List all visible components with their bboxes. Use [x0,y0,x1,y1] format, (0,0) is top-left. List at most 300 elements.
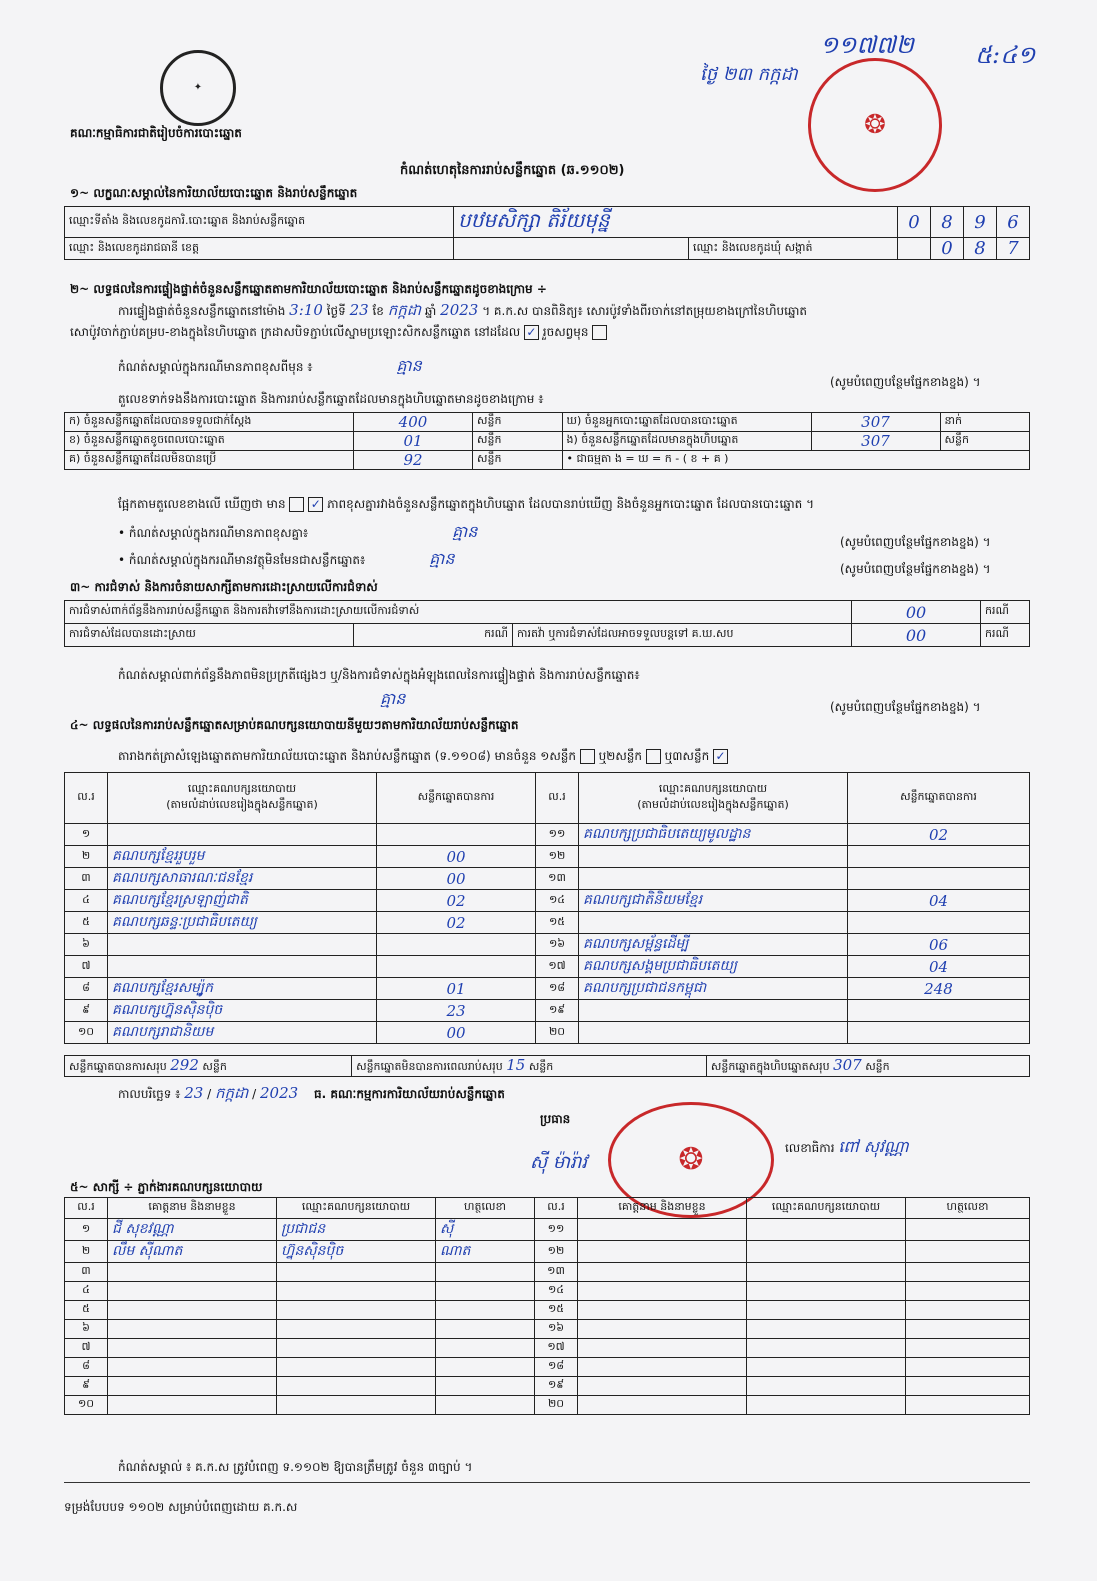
witness-name [108,1339,277,1358]
bullet-diff-label: • កំណត់សម្គាល់ក្នុងករណីមានភាពខុសគ្នា៖ [118,526,309,540]
total-invalid-label: សន្លឹកឆ្នោតមិនបានការពេលរាប់សរុប [356,1060,503,1073]
official-seal-bottom: ❂ [608,1102,774,1218]
party-votes: 248 [848,978,1030,1000]
checkbox-1sheet[interactable] [580,749,595,764]
witness-row [65,1241,1030,1263]
w-row-no: ១១ [535,1219,578,1241]
figure-value: 01 [354,432,473,451]
witness-party [277,1301,436,1320]
complaint-value: 00 [852,601,981,624]
complaint-label: ការជំទាស់ពាក់ព័ន្ធនឹងការរាប់សន្លឹកឆ្នោត និងការតវ៉ាទៅនឹងការដោះស្រាយលើការជំទាស់ [65,601,852,624]
diff-note-line [118,356,422,375]
w-row-no: ១៧ [535,1339,578,1358]
party-name [108,824,377,846]
row-no: ៣ [65,868,108,890]
w-col-party: ឈ្មោះគណបក្សនយោបាយ [747,1198,906,1219]
checkbox-no[interactable] [289,497,304,512]
date-month: កក្កដា [215,1084,249,1102]
verify-time: 3:10 [289,301,323,319]
witness-party: ហ្វ៊ុនស៊ិនប៉ិច [277,1241,436,1263]
top-number: ១១៧៧២ [820,31,914,59]
sec1-heading: ១~ លក្ខណៈសម្គាល់នៃការិយាល័យបោះឆ្នោត និងរាប់សន្លឹកឆ្នោត [70,186,358,200]
complaint-table [64,600,1030,647]
appeal-value: 00 [852,624,981,647]
w-row-no: ៦ [65,1320,108,1339]
party-votes [377,824,536,846]
witness-row [65,1396,1030,1415]
witness-signature [436,1301,535,1320]
figure-label: គ) ចំនួនសន្លឹកឆ្នោតដែលមិនបានប្រើ [65,451,354,470]
witness-name [578,1320,747,1339]
witness-signature [906,1241,1030,1263]
figures-table [64,412,1030,470]
page-title: កំណត់ហេតុនៃការរាប់សន្លឹកឆ្នោត (ឆ.១១០២) [400,163,625,178]
total-valid-value: 292 [170,1056,199,1074]
witness-party [277,1377,436,1396]
party-name: គណបក្សខ្មែរស្រឡាញ់ជាតិ [108,890,377,912]
figure-unit-right: សន្លឹក [940,432,1030,451]
commune-code-digit: 7 [997,238,1030,260]
witness-name [578,1358,747,1377]
row-no: ១៣ [536,868,579,890]
row-no: ៧ [65,956,108,978]
results-row [65,978,1030,1000]
row-no: ១២ [536,846,579,868]
results-row [65,824,1030,846]
w-row-no: ៥ [65,1301,108,1320]
checkbox-3sheet[interactable]: ✓ [713,749,728,764]
col-votes: សន្លឹកឆ្នោតបានការ [377,773,536,824]
verify-month: កក្កដា [387,301,422,319]
chair-label: ប្រធាន [540,1112,571,1126]
station-code-digit: 9 [964,207,997,238]
party-votes: 00 [377,1022,536,1044]
figure-unit-right: នាក់ [940,413,1030,432]
official-seal-top: ❂ [808,58,942,192]
verify-day: 23 [349,301,369,319]
emblem-seal: ✦ [160,50,236,126]
row-no: ១០ [65,1022,108,1044]
row-no: ៤ [65,890,108,912]
party-name: គណបក្សរាជានិយម [108,1022,377,1044]
witness-signature [436,1282,535,1301]
opt3-label: ឬ៣សន្លឹក [664,749,710,763]
w-col-sign: ហត្ថលេខា [906,1198,1030,1219]
results-table [64,772,1030,1044]
total-box-label: សន្លឹកឆ្នោតក្នុងហិបឆ្នោតសរុប [710,1060,830,1073]
col-party-sub: (តាមលំដាប់លេខរៀងក្នុងសន្លឹកឆ្នោត) [166,798,318,811]
bullet-diff [118,522,478,541]
unit: សន្លឹក [865,1060,890,1073]
row-no: ២ [65,846,108,868]
witness-party: ប្រជាជន [277,1219,436,1241]
total-box-value: 307 [833,1056,862,1074]
figure-value: 400 [354,413,473,432]
party-votes: 04 [848,956,1030,978]
col-party-label: ឈ្មោះគណបក្សនយោបាយ [187,782,297,795]
top-note: ថ្ងៃ ២៣ កក្កដា [700,64,798,85]
date-day: 23 [184,1084,204,1102]
checkbox-yes[interactable]: ✓ [308,497,323,512]
witness-signature [436,1358,535,1377]
col-no: ល.រ [65,773,108,824]
witness-name: លឹម ស៊ីណាត [108,1241,277,1263]
commune-label: ឈ្មោះ និងលេខកូដឃុំ សង្កាត់ [689,238,898,260]
party-votes: 06 [848,934,1030,956]
party-votes [848,846,1030,868]
w-row-no: ១ [65,1219,108,1241]
witness-signature [906,1377,1030,1396]
footer-divider [64,1482,1030,1483]
col-votes: សន្លឹកឆ្នោតបានការ [848,773,1030,824]
w-row-no: ៩ [65,1377,108,1396]
party-name: គណបក្សហ្វ៊ុនស៊ិនប៉ិច [108,1000,377,1022]
row-no: ១១ [536,824,579,846]
party-votes: 23 [377,1000,536,1022]
w-row-no: ១៩ [535,1377,578,1396]
witness-table [64,1197,1030,1415]
party-name [579,868,848,890]
w-col-no: ល.រ [535,1198,578,1219]
witness-name [578,1339,747,1358]
figure-unit: សន្លឹក [473,413,563,432]
diff-note-value: គ្មាន [396,356,422,375]
top-time: ៥:៤១ [975,41,1036,69]
figure-row [65,432,1030,451]
party-votes: 00 [377,868,536,890]
party-name [579,912,848,934]
party-name [108,934,377,956]
w-row-no: ១០ [65,1396,108,1415]
row-no: ៩ [65,1000,108,1022]
verify-year: 2023 [440,301,479,319]
col-no: ល.រ [536,773,579,824]
witness-party [277,1358,436,1377]
witness-party [747,1358,906,1377]
witness-name [108,1282,277,1301]
month-label: ខែ [372,304,384,318]
witness-signature: ស៊ី [436,1219,535,1241]
w-row-no: ១៥ [535,1301,578,1320]
witness-party [747,1320,906,1339]
verify-line [118,303,807,318]
results-row [65,912,1030,934]
date-label: កាលបរិច្ឆេទ ៖ [118,1087,181,1101]
same-label: រួចសព្វមុន [542,325,589,339]
witness-party [747,1282,906,1301]
seal-line [70,325,607,340]
w-row-no: ១៣ [535,1263,578,1282]
party-name [579,1022,848,1044]
col-party [579,773,848,824]
witness-party [747,1396,906,1415]
w-col-no: ល.រ [65,1198,108,1219]
witness-signature [436,1339,535,1358]
witness-row [65,1339,1030,1358]
party-name: គណបក្សសាធារណៈជនខ្មែរ [108,868,377,890]
checkbox-2sheet[interactable] [646,749,661,764]
witness-party [747,1301,906,1320]
seal-text: សោប៉ូវចាក់ភ្ជាប់គម្រប-ខាងក្នុងនៃហិបឆ្នោត ក្រដាសបិទភ្ជាប់លើស្នាមប្រឡោះសិកសន្លឹកឆ្នោត នៅដដែល [70,325,521,339]
figure-value: 92 [354,451,473,470]
witness-name [578,1219,747,1241]
w-row-no: ៨ [65,1358,108,1377]
agency-name: គណៈកម្មាធិការជាតិរៀបចំការបោះឆ្នោត [70,126,242,140]
w-row-no: ២០ [535,1396,578,1415]
results-row [65,890,1030,912]
bullet-diff-value: គ្មាន [452,522,478,541]
witness-signature: ណាត [436,1241,535,1263]
party-votes [377,934,536,956]
figure-label-right: ឃ) ចំនួនអ្នកបោះឆ្នោតដែលបានបោះឆ្នោត [562,413,811,432]
witness-signature [436,1377,535,1396]
opt2-label: ឬ២សន្លឹក [598,749,643,763]
witness-signature [906,1320,1030,1339]
party-votes: 02 [377,912,536,934]
w-col-party: ឈ្មោះគណបក្សនយោបាយ [277,1198,436,1219]
secretary-signature: ពៅ សុវណ្ណា [838,1137,909,1156]
col-party-label: ឈ្មោះគណបក្សនយោបាយ [658,782,768,795]
witness-name [108,1301,277,1320]
party-name: គណបក្សឆន្ទៈប្រជាធិបតេយ្យ [108,912,377,934]
witness-signature [906,1396,1030,1415]
total-valid [65,1056,352,1077]
party-votes [848,912,1030,934]
col-party-sub: (តាមលំដាប់លេខរៀងក្នុងសន្លឹកឆ្នោត) [637,798,789,811]
witness-party [747,1241,906,1263]
party-votes [377,956,536,978]
fill-note-2: (សូមបំពេញបន្ថែមផ្នែកខាងខ្នង) ។ [840,535,991,549]
complaint-unit: ករណី [981,601,1030,624]
results-row [65,956,1030,978]
sec5-heading: ៥~ សាក្សី ÷ ភ្នាក់ងារគណបក្សនយោបាយ [70,1180,263,1194]
witness-party [277,1282,436,1301]
chair-signature: ស៊ី ម៉ារ៉ាវ [530,1152,588,1173]
w-row-no: ១៤ [535,1282,578,1301]
figure-unit: សន្លឹក [473,432,563,451]
figure-value-right: 307 [811,432,940,451]
w-row-no: ៧ [65,1339,108,1358]
witness-party [277,1396,436,1415]
discrepancy-text: ផ្អែកតាមតួលេខខាងលើ ឃើញថា មាន [118,497,286,511]
row-no: ៥ [65,912,108,934]
station-value: បឋមសិក្សា តិរ័យមុន្នី [454,207,898,238]
row-no: ២០ [536,1022,579,1044]
party-votes: 02 [377,890,536,912]
verify-text: ការផ្ទៀងផ្ទាត់ចំនួនសន្លឹកឆ្នោតនៅម៉ោង [118,304,286,318]
results-totals [64,1055,1030,1077]
witness-name [108,1263,277,1282]
witness-party [277,1263,436,1282]
party-votes: 02 [848,824,1030,846]
checkbox-same[interactable]: ✓ [524,325,539,340]
row-no: ១ [65,824,108,846]
witness-name [578,1396,747,1415]
witness-row [65,1320,1030,1339]
sec4-heading: ៤~ លទ្ធផលនៃការរាប់សន្លឹកឆ្នោតសម្រាប់គណបក្សនយោបាយនីមួយៗតាមការិយាល័យរាប់សន្លឹកឆ្នោត [70,718,519,732]
total-invalid-value: 15 [506,1056,526,1074]
witness-signature [906,1282,1030,1301]
witness-signature [906,1339,1030,1358]
discrepancy-text-b: ភាពខុសគ្នារវាងចំនួនសន្លឹកឆ្នោតក្នុងហិបឆ្នោត ដែលបានរាប់ឃើញ និងចំនួនអ្នកបោះឆ្នោត ដែលបានបោះឆ្នោត ។ [327,497,815,511]
year-label: ឆ្នាំ [424,304,437,318]
witness-party [747,1377,906,1396]
witness-row [65,1263,1030,1282]
figure-label-right: ង) ចំនួនសន្លឹកឆ្នោតដែលមានក្នុងហិបឆ្នោត [562,432,811,451]
witness-row [65,1377,1030,1396]
witness-name: ជី សុខវណ្ណា [108,1219,277,1241]
resolved-unit: ករណី [354,624,513,647]
witness-name [578,1301,747,1320]
day-label: ថ្ងៃទី [326,304,346,318]
party-name: គណបក្សប្រជាធិបតេយ្យមូលដ្ឋាន [579,824,848,846]
col-party [108,773,377,824]
w-row-no: ៤ [65,1282,108,1301]
row-no: ១៤ [536,890,579,912]
party-name [108,956,377,978]
unit: សន្លឹក [528,1060,554,1073]
witness-name [108,1377,277,1396]
results-row [65,1022,1030,1044]
party-name: គណបក្សប្រជាជនកម្ពុជា [579,978,848,1000]
witness-signature [906,1301,1030,1320]
results-row [65,934,1030,956]
bullet-object-value: គ្មាន [429,549,455,568]
witness-name [578,1263,747,1282]
witness-party [747,1219,906,1241]
station-code-digit: 6 [997,207,1030,238]
witness-signature [906,1263,1030,1282]
tally-text: តារាងកត់ត្រាសំឡេងឆ្នោតតាមការិយាល័យបោះឆ្នោត និងរាប់សន្លឹកឆ្នោត (ទ.១១០៨) មានចំនួន ១សន្លឹក [118,749,576,763]
figure-unit: សន្លឹក [473,451,563,470]
figure-formula: • ជាធម្មតា ង = ឃ = ក - ( ខ + គ ) [562,451,1030,470]
witness-signature [436,1396,535,1415]
w-row-no: ៣ [65,1263,108,1282]
sec5-note: កំណត់សម្គាល់ ៖ គ.ក.ស ត្រូវបំពេញ ទ.១១០២ ឱ្យបានត្រឹមត្រូវ ចំនួន ៣ច្បាប់ ។ [118,1460,473,1474]
party-votes [848,1022,1030,1044]
witness-party [747,1339,906,1358]
sec3-heading: ៣~ ការជំទាស់ និងការចំនាយសាក្សីតាមការដោះស្រាយលើការជំទាស់ [70,580,378,594]
w-col-name: គោត្តនាម និងនាមខ្លួន [108,1198,277,1219]
appeal-label: ការតវ៉ា ឬការជំទាស់ដែលអាចទទួលបន្តទៅ គ.ឃ.សប [513,624,852,647]
w-row-no: ១៨ [535,1358,578,1377]
witness-signature [906,1219,1030,1241]
sign-org: ធ. គណៈកម្មការការិយាល័យរាប់សន្លឹកឆ្នោត [314,1087,505,1101]
secretary-line [785,1137,909,1156]
total-invalid [352,1056,707,1077]
witness-signature [436,1263,535,1282]
witness-signature [906,1358,1030,1377]
party-votes: 01 [377,978,536,1000]
w-row-no: ២ [65,1241,108,1263]
appeal-unit: ករណី [981,624,1030,647]
party-name: គណបក្សសង្គមប្រជាធិបតេយ្យ [579,956,848,978]
witness-name [578,1282,747,1301]
station-label: ឈ្មោះទីតាំង និងលេខកូដការិ.បោះឆ្នោត និងរាប់សន្លឹកឆ្នោត [65,207,454,238]
checkbox-diff[interactable] [592,325,607,340]
results-row [65,846,1030,868]
witness-name [108,1320,277,1339]
commune-code-digit: 8 [964,238,997,260]
discrepancy-line [118,497,814,512]
date-line: កាលបរិច្ឆេទ ៖ 23 / កក្កដា / 2023 ធ. គណៈកម្មការការិយាល័យរាប់សន្លឹកឆ្នោត [118,1084,505,1102]
row-no: ១៥ [536,912,579,934]
verify-text-b: ។ គ.ក.ស បានពិនិត្យ៖ សោរប៉ូវទាំងពីរចាក់នៅតម្រុយខាងក្រៅនៃហិបឆ្នោត [482,304,808,318]
witness-row [65,1358,1030,1377]
party-name: គណបក្សជាតិនិយមខ្មែរ [579,890,848,912]
secretary-label: លេខាធិការ [785,1141,835,1155]
witness-row [65,1301,1030,1320]
party-name [579,846,848,868]
witness-party [747,1263,906,1282]
total-valid-label: សន្លឹកឆ្នោតបានការសរុប [69,1060,167,1073]
w-col-sign: ហត្ថលេខា [436,1198,535,1219]
figure-row [65,413,1030,432]
party-name: គណបក្សខ្មែរសម្ប៉ូក [108,978,377,1000]
row-no: ១៦ [536,934,579,956]
results-row [65,1000,1030,1022]
party-name: គណបក្សខ្មែររួបរួម [108,846,377,868]
fill-note-3: (សូមបំពេញបន្ថែមផ្នែកខាងខ្នង) ។ [840,562,991,576]
witness-name [578,1377,747,1396]
footer: ទម្រង់បែបបទ ១១០២ សម្រាប់បំពេញដោយ គ.ក.ស [64,1500,298,1514]
fill-note-1: (សូមបំពេញបន្ថែមផ្នែកខាងខ្នង) ។ [830,375,981,389]
figures-intro: តួលេខទាក់ទងនឹងការបោះឆ្នោត និងការរាប់សន្លឹកឆ្នោតដែលមានក្នុងហិបឆ្នោតមានដូចខាងក្រោម ៖ [118,392,544,406]
figure-label: ក) ចំនួនសន្លឹកឆ្នោតដែលបានទទួលជាក់ស្តែង [65,413,354,432]
w-row-no: ១៦ [535,1320,578,1339]
tally-line [118,749,728,764]
figure-value-right: 307 [811,413,940,432]
results-row [65,868,1030,890]
sec2-heading: ២~ លទ្ធផលនៃការផ្ទៀងផ្ទាត់ចំនួនសន្លឹកឆ្នោតតាមការិយាល័យបោះឆ្នោត និងរាប់សន្លឹកឆ្នោតដូចខាងក្រោម ÷ [70,282,547,296]
row-no: ៨ [65,978,108,1000]
irregularity-value: គ្មាន [380,689,406,708]
witness-row [65,1219,1030,1241]
witness-signature [436,1320,535,1339]
witness-party [277,1320,436,1339]
party-name [579,1000,848,1022]
fill-note-4: (សូមបំពេញបន្ថែមផ្នែកខាងខ្នង) ។ [830,700,981,714]
diff-note-label: កំណត់សម្គាល់ក្នុងករណីមានភាពខុសពីមុន ៖ [118,360,313,374]
station-code-digit: 0 [898,207,931,238]
unit: សន្លឹក [202,1060,227,1073]
province-value [454,238,689,260]
commune-code-blank [898,238,931,260]
row-no: ១៩ [536,1000,579,1022]
party-votes: 00 [377,846,536,868]
row-no: ១៨ [536,978,579,1000]
witness-party [277,1339,436,1358]
witness-name [578,1241,747,1263]
figure-row [65,451,1030,470]
witness-name [108,1358,277,1377]
irregularity-note: កំណត់សម្គាល់ពាក់ព័ន្ធនឹងភាពមិនប្រក្រតីផ្សេងៗ ឬ/និងការជំទាស់ក្នុងអំឡុងពេលនៃការផ្ទៀងផ្ទាត់ និងការរាប់សន្លឹកឆ្នោត៖ [118,668,640,682]
commune-code-digit: 0 [931,238,964,260]
w-row-no: ១២ [535,1241,578,1263]
station-code-digit: 8 [931,207,964,238]
witness-row [65,1282,1030,1301]
province-label: ឈ្មោះ និងលេខកូដរាជធានី ខេត្ត [65,238,454,260]
witness-name [108,1396,277,1415]
date-year: 2023 [260,1084,299,1102]
party-votes [848,1000,1030,1022]
resolved-label: ការជំទាស់ដែលបានដោះស្រាយ [65,624,354,647]
party-votes [848,868,1030,890]
sec1-table [64,206,1030,260]
bullet-object [118,549,455,568]
party-votes: 04 [848,890,1030,912]
party-name: គណបក្សសម្ព័ន្ធដើម្បី [579,934,848,956]
